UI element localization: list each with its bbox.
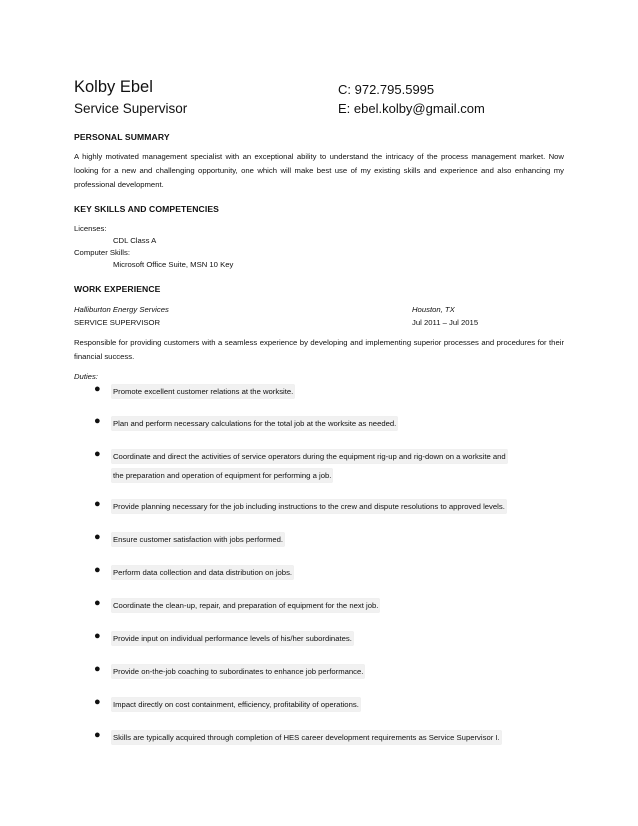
licenses-value: CDL Class A — [113, 236, 157, 245]
position-dates: Jul 2011 – Jul 2015 — [412, 318, 479, 327]
candidate-title: Service Supervisor — [74, 101, 188, 116]
duty-text: Ensure customer satisfaction with jobs performed. — [113, 535, 284, 544]
position-description: Responsible for providing customers with a seamless experience by developing and implementing superior processes and procedures for their financial success. — [74, 338, 564, 361]
duty-text: Provide on-the-job coaching to subordinates to enhance job performance. — [113, 667, 364, 676]
bullet-icon: ● — [94, 531, 101, 543]
summary-text: A highly motivated management specialist with an exceptional ability to understand the intricacy of the process management market. Now looking for a new and challenging opportunity, one which will make best use of my existing skills and experience and also enhancing my professional development. — [74, 152, 564, 189]
duty-text: Coordinate the clean-up, repair, and preparation of equipment for the next job. — [113, 601, 379, 610]
skills-heading: KEY SKILLS AND COMPETENCIES — [74, 204, 219, 214]
bullet-icon: ● — [94, 448, 101, 460]
bullet-icon: ● — [94, 597, 101, 609]
position-title: SERVICE SUPERVISOR — [74, 318, 161, 327]
candidate-name: Kolby Ebel — [74, 78, 153, 96]
summary-heading: PERSONAL SUMMARY — [74, 132, 170, 142]
duties-label: Duties: — [74, 372, 98, 381]
contact-email: E: ebel.kolby@gmail.com — [338, 101, 485, 116]
duty-text: Coordinate and direct the activities of service operators during the equipment rig-up and rig-down on a worksite and — [113, 452, 506, 461]
duty-text: Skills are typically acquired through completion of HES career development requirements as Service Supervisor I. — [113, 733, 500, 742]
bullet-icon: ● — [94, 498, 101, 510]
company-location: Houston, TX — [412, 305, 455, 314]
duty-text: Provide input on individual performance levels of his/her subordinates. — [113, 634, 352, 643]
bullet-icon: ● — [94, 564, 101, 576]
bullet-icon: ● — [94, 415, 101, 427]
computer-skills-value: Microsoft Office Suite, MSN 10 Key — [113, 260, 234, 269]
contact-phone: C: 972.795.5995 — [338, 82, 435, 97]
bullet-icon: ● — [94, 696, 101, 708]
computer-skills-label: Computer Skills: — [74, 248, 130, 257]
duty-text: Plan and perform necessary calculations for the total job at the worksite as needed. — [113, 419, 397, 428]
bullet-icon: ● — [94, 663, 101, 675]
duty-text: Promote excellent customer relations at the worksite. — [113, 387, 294, 396]
duty-text: Perform data collection and data distribution on jobs. — [113, 568, 293, 577]
experience-heading: WORK EXPERIENCE — [74, 284, 161, 294]
duty-text: Provide planning necessary for the job including instructions to the crew and dispute resolutions to approved levels. — [113, 502, 505, 511]
bullet-icon: ● — [94, 630, 101, 642]
company-name: Halliburton Energy Services — [74, 305, 169, 314]
bullet-icon: ● — [94, 383, 101, 395]
duty-text-continued: the preparation and operation of equipment for performing a job. — [113, 471, 332, 480]
duty-text: Impact directly on cost containment, efficiency, profitability of operations. — [113, 700, 359, 709]
licenses-label: Licenses: — [74, 224, 107, 233]
bullet-icon: ● — [94, 729, 101, 741]
